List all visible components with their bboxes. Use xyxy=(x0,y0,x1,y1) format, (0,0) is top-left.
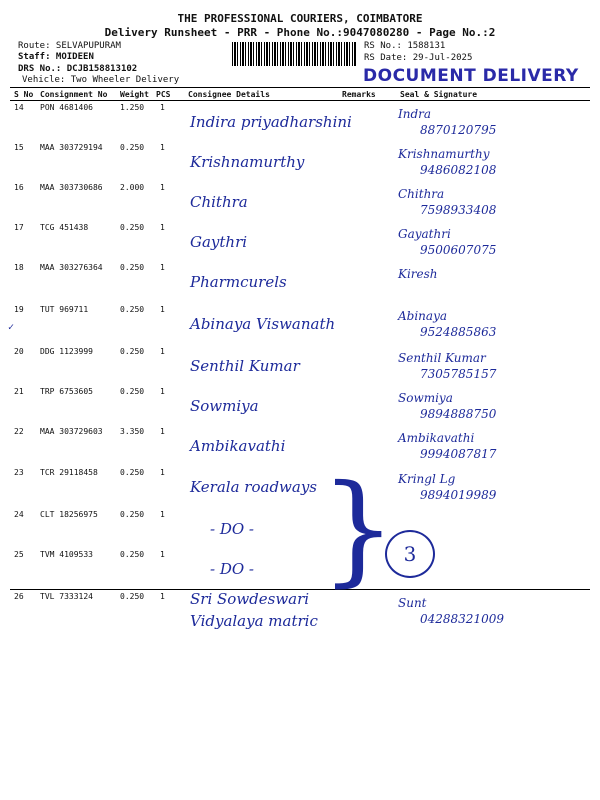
serial-number: 14 xyxy=(14,103,24,112)
circled-number: 3 xyxy=(385,530,435,578)
pcs-value: 1 xyxy=(160,263,165,272)
consignee-handwriting: Chithra xyxy=(190,193,248,211)
signature-phone: 9524885863 xyxy=(420,325,497,339)
weight-value: 1.250 xyxy=(120,103,145,112)
table-top-rule xyxy=(10,87,590,88)
signature-handwriting: Ambikavathi xyxy=(398,431,475,445)
serial-number: 22 xyxy=(14,427,24,436)
signature-handwriting: Abinaya xyxy=(398,309,448,323)
signature-handwriting: Kiresh xyxy=(398,267,438,281)
consignment-number: MAA 303276364 xyxy=(40,263,103,272)
consignment-number: TRP 6753605 xyxy=(40,387,93,396)
col-weight: Weight xyxy=(120,90,149,99)
signature-handwriting: Sunt xyxy=(398,596,427,610)
consignment-number: DDG 1123999 xyxy=(40,347,93,356)
signature-phone: 9486082108 xyxy=(420,163,497,177)
consignment-number: TUT 969711 xyxy=(40,305,89,314)
serial-number: 23 xyxy=(14,468,24,477)
serial-number: 25 xyxy=(14,550,24,559)
weight-value: 2.000 xyxy=(120,183,145,192)
barcode xyxy=(232,42,356,66)
serial-number: 16 xyxy=(14,183,24,192)
rs-number: RS No.: 1588131 xyxy=(364,41,446,51)
col-signature: Seal & Signature xyxy=(400,90,478,99)
serial-number: 17 xyxy=(14,223,24,232)
signature-phone: 9894019989 xyxy=(420,488,497,502)
signature-phone: 7598933408 xyxy=(420,203,497,217)
table-header-rule xyxy=(10,100,590,101)
pcs-value: 1 xyxy=(160,387,165,396)
signature-handwriting: Chithra xyxy=(398,187,445,201)
consignee-handwriting: Abinaya Viswanath xyxy=(190,315,336,333)
serial-number: 18 xyxy=(14,263,24,272)
pcs-value: 1 xyxy=(160,183,165,192)
weight-value: 0.250 xyxy=(120,347,145,356)
signature-handwriting: Sowmiya xyxy=(398,391,453,405)
weight-value: 0.250 xyxy=(120,305,145,314)
serial-number: 21 xyxy=(14,387,24,396)
vehicle-label: Vehicle: Two Wheeler Delivery xyxy=(22,75,180,85)
consignment-number: MAA 303729194 xyxy=(40,143,103,152)
consignee-handwriting: Krishnamurthy xyxy=(190,153,305,171)
signature-handwriting: Indra xyxy=(398,107,432,121)
brace-mark: } xyxy=(320,460,397,599)
signature-phone: 9500607075 xyxy=(420,243,497,257)
route-label: Route: SELVAPUPURAM xyxy=(18,41,121,51)
pcs-value: 1 xyxy=(160,103,165,112)
pcs-value: 1 xyxy=(160,510,165,519)
col-consignment: Consignment No xyxy=(40,90,108,99)
document-delivery-stamp: DOCUMENT DELIVERY xyxy=(363,66,579,86)
serial-number: 15 xyxy=(14,143,24,152)
consignee-handwriting: - DO - xyxy=(210,520,254,538)
pcs-value: 1 xyxy=(160,468,165,477)
weight-value: 0.250 xyxy=(120,223,145,232)
weight-value: 0.250 xyxy=(120,143,145,152)
consignment-number: TCR 29118458 xyxy=(40,468,98,477)
consignment-number: TVL 7333124 xyxy=(40,592,93,601)
weight-value: 0.250 xyxy=(120,592,145,601)
weight-value: 0.250 xyxy=(120,468,145,477)
serial-number: 26 xyxy=(14,592,24,601)
consignee-handwriting: Senthil Kumar xyxy=(190,357,300,375)
pcs-value: 1 xyxy=(160,592,165,601)
consignment-number: PON 4681406 xyxy=(40,103,93,112)
weight-value: 0.250 xyxy=(120,550,145,559)
consignee-handwriting: - DO - xyxy=(210,560,254,578)
consignee-handwriting: Indira priyadharshini xyxy=(190,113,352,131)
rs-date: RS Date: 29-Jul-2025 xyxy=(364,53,473,63)
tick-mark: ✓ xyxy=(8,322,15,333)
pcs-value: 1 xyxy=(160,223,165,232)
consignee-handwriting: Sowmiya xyxy=(190,397,259,415)
weight-value: 0.250 xyxy=(120,510,145,519)
consignment-number: TCG 451438 xyxy=(40,223,89,232)
col-consignee: Consignee Details xyxy=(188,90,270,99)
serial-number: 19 xyxy=(14,305,24,314)
drs-label: DRS No.: DCJB158813102 xyxy=(18,64,138,74)
signature-handwriting: Senthil Kumar xyxy=(398,351,486,365)
consignee-handwriting: Ambikavathi xyxy=(190,437,286,455)
consignment-number: TVM 4109533 xyxy=(40,550,93,559)
signature-phone: 8870120795 xyxy=(420,123,497,137)
signature-handwriting: Krishnamurthy xyxy=(398,147,490,161)
consignment-number: MAA 303729603 xyxy=(40,427,103,436)
consignment-number: MAA 303730686 xyxy=(40,183,103,192)
staff-label: Staff: MOIDEEN xyxy=(18,52,94,62)
col-pcs: PCS xyxy=(156,90,171,99)
serial-number: 20 xyxy=(14,347,24,356)
consignment-number: CLT 18256975 xyxy=(40,510,98,519)
signature-phone: 9894888750 xyxy=(420,407,497,421)
signature-handwriting: Gayathri xyxy=(398,227,451,241)
runsheet-subtitle: Delivery Runsheet - PRR - Phone No.:9047080280 - Page No.:2 xyxy=(104,26,496,39)
weight-value: 0.250 xyxy=(120,387,145,396)
signature-handwriting: Kringl Lg xyxy=(398,472,456,486)
pcs-value: 1 xyxy=(160,550,165,559)
consignee-handwriting: Sri Sowdeswari Vidyalaya matric xyxy=(190,590,318,630)
pcs-value: 1 xyxy=(160,143,165,152)
signature-phone: 04288321009 xyxy=(420,612,504,626)
signature-phone: 9994087817 xyxy=(420,447,497,461)
consignee-handwriting: Gaythri xyxy=(190,233,248,251)
pcs-value: 1 xyxy=(160,305,165,314)
pcs-value: 1 xyxy=(160,347,165,356)
row-rule xyxy=(10,589,590,590)
pcs-value: 1 xyxy=(160,427,165,436)
weight-value: 0.250 xyxy=(120,263,145,272)
company-title: THE PROFESSIONAL COURIERS, COIMBATORE xyxy=(177,12,423,25)
col-sno: S No xyxy=(14,90,34,99)
weight-value: 3.350 xyxy=(120,427,145,436)
consignee-handwriting: Pharmcurels xyxy=(190,273,287,291)
consignee-handwriting: Kerala roadways xyxy=(190,478,318,496)
signature-phone: 7305785157 xyxy=(420,367,497,381)
col-remarks: Remarks xyxy=(342,90,376,99)
serial-number: 24 xyxy=(14,510,24,519)
